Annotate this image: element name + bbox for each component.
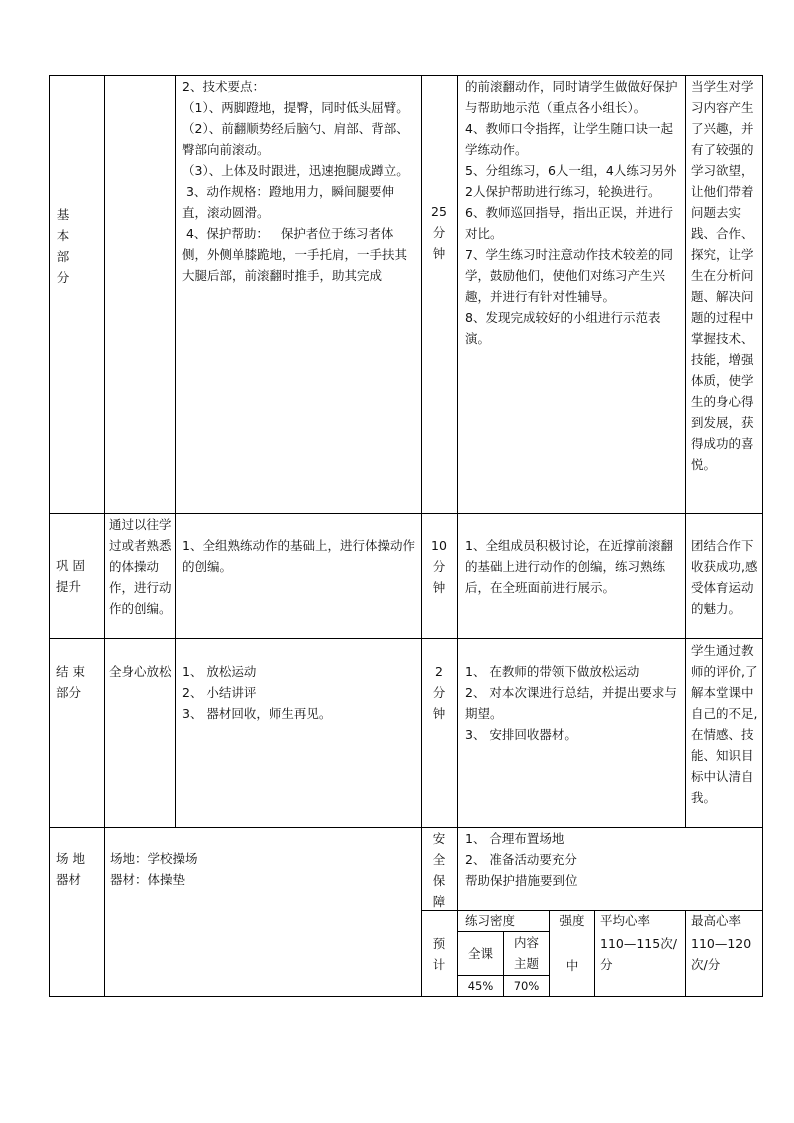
ending-goal: 全身心放松 xyxy=(109,664,172,679)
main-density-value: 70% xyxy=(513,979,540,993)
ending-content: 1、 放松运动 2、 小结讲评 3、 器材回收，师生再见。 xyxy=(182,664,332,721)
intensity-value: 中 xyxy=(565,958,579,973)
max-heart-rate-label: 最高心率 xyxy=(691,913,742,928)
venue-divider xyxy=(685,910,686,997)
basic-intent: 当学生对学习内容产生了兴趣，并有了较强的学习欲望，让他们带着问题去实践、合作、探究，让学生在分析问题、解决问题的过程中掌握技术、技能，增强体质，使学生的身心得到发展，获得成功的喜悦。 xyxy=(691,79,754,472)
ending-section-title: 结 束 部分 xyxy=(56,664,85,700)
whole-lesson-label: 全课 xyxy=(467,946,493,961)
ending-time: 2 分 钟 xyxy=(432,664,446,721)
col-divider xyxy=(175,75,176,827)
venue-section-title: 场 地 器材 xyxy=(56,851,85,887)
consolidate-time: 10 分 钟 xyxy=(431,538,447,595)
consolidate-intent: 团结合作下收获成功,感受体育运动的魅力。 xyxy=(691,538,758,616)
col-divider xyxy=(685,75,686,827)
consolidate-organization: 1、全组成员积极讨论，在近撑前滚翻的基础上进行动作的创编，练习熟练后，在全班面前进行展示。 xyxy=(465,538,673,595)
consolidate-goal: 通过以往学过或者熟悉的体操动作，进行动作的创编。 xyxy=(109,517,172,616)
consolidate-content: 1、全组熟练动作的基础上，进行体操动作的创编。 xyxy=(182,538,415,574)
consolidate-section-title: 巩 固 提升 xyxy=(56,558,85,594)
main-content-label: 内容 主题 xyxy=(513,935,539,971)
basic-time: 25 分 钟 xyxy=(431,204,447,261)
avg-heart-rate-label: 平均心率 xyxy=(600,913,651,928)
safety-label: 安 全 保 障 xyxy=(432,831,446,909)
table-border-bottom xyxy=(49,996,763,997)
basic-content: 2、技术要点： （1）、两脚蹬地，提臀，同时低头屈臂。 （2）、前翻顺势经后脑勺、肩部、背部、臀部向前滚动。 （3）、上体及时跟进，迅速抱腿成蹲立。 3、动作规格：蹬地用力，瞬间腿要伸直，滚动圆滑。 4、保护帮助： 保护者位于练习者体侧，外侧单膝跪地，一手托肩，一手扶其大腿后部，前滚翻时推手，助其完成 xyxy=(182,79,409,283)
basic-section-title: 基 本 部 分 xyxy=(56,207,70,285)
col-divider xyxy=(104,75,105,997)
density-label: 练习密度 xyxy=(465,913,516,928)
venue-content: 场地：学校操场 器材：体操垫 xyxy=(110,851,198,887)
col-divider xyxy=(421,75,422,997)
venue-divider xyxy=(594,910,595,997)
ending-intent: 学生通过教师的评价,了解本堂课中自己的不足,在情感、技能、知识目标中认清自我。 xyxy=(691,643,758,805)
max-heart-rate-value: 110—120次/分 xyxy=(691,936,752,972)
avg-heart-rate-value: 110—115次/分 xyxy=(600,936,677,972)
row-divider xyxy=(49,638,763,639)
ending-organization: 1、 在教师的带领下做放松运动 2、 对本次课进行总结，并提出要求与期望。 3、 安排回收器材。 xyxy=(465,664,677,742)
table-border-left xyxy=(49,75,50,997)
basic-organization: 的前滚翻动作，同时请学生做做好保护与帮助地示范（重点各小组长）。 4、教师口令指挥，让学生随口诀一起学练动作。 5、分组练习，6人一组，4人练习另外2人保护帮助进行练习，轮换进行。 6、教师巡回指导，指出正误，并进行对比。 7、学生练习时注意动作技术较差的同学，鼓励他们，使他们对练习产生兴趣，并进行有针对性辅导。 8、发现完成较好的小组进行示范表演。 xyxy=(465,79,678,346)
col-divider xyxy=(457,75,458,997)
estimate-label: 预 计 xyxy=(432,936,446,972)
whole-density-value: 45% xyxy=(467,979,494,993)
intensity-label: 强度 xyxy=(559,913,585,928)
safety-content: 1、 合理布置场地 2、 准备活动要充分 帮助保护措施要到位 xyxy=(465,831,578,888)
table-border-right xyxy=(762,75,763,997)
